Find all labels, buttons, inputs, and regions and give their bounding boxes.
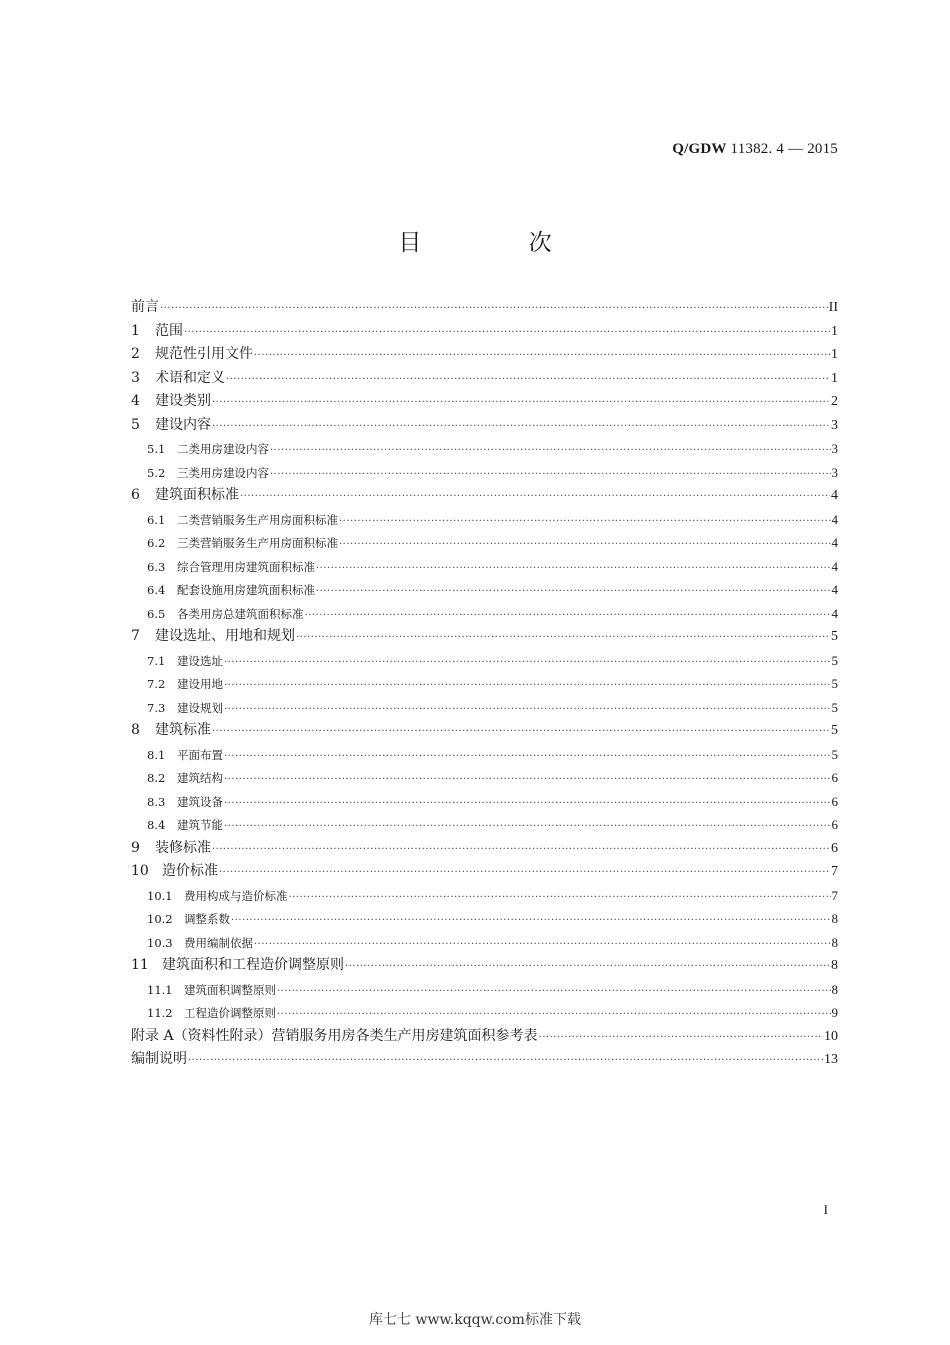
- toc-entry[interactable]: [131, 860, 838, 884]
- toc-entry-page: 5: [831, 652, 838, 668]
- toc-entry-number: 7.1: [147, 653, 166, 668]
- toc-dot-leader: [277, 1003, 831, 1027]
- toc-entry-page: 9: [831, 1005, 838, 1020]
- toc-entry[interactable]: [131, 884, 838, 908]
- toc-entry-number: 10.1: [147, 888, 173, 903]
- toc-dot-leader: [224, 792, 831, 816]
- toc-entry-label: 范围: [155, 322, 183, 339]
- toc-entry[interactable]: [131, 625, 838, 649]
- toc-entry-label: 二类用房建设内容: [177, 442, 269, 456]
- toc-entry-page: 13: [824, 1052, 838, 1067]
- toc-entry-page: 2: [831, 394, 838, 409]
- toc-entry-label: 建筑设备: [177, 794, 223, 809]
- toc-dot-leader: [224, 698, 831, 722]
- toc-entry-page: 6: [831, 793, 838, 809]
- toc-dot-leader: [188, 1049, 823, 1073]
- toc-dot-leader: [226, 368, 830, 392]
- toc-entry-label: 工程造价调整原则: [184, 1006, 276, 1020]
- toc-entry-label: 建设选址、用地和规划: [155, 628, 295, 644]
- toc-entry-number: 3: [131, 369, 140, 386]
- toc-entry-label: 建筑面积标准: [155, 487, 239, 503]
- toc-entry-number: 8.4: [147, 818, 166, 832]
- toc-dot-leader: [277, 980, 831, 1004]
- toc-entry-label: 前言: [131, 299, 159, 315]
- toc-entry-number: 11.2: [147, 1006, 173, 1020]
- toc-entry[interactable]: [131, 484, 838, 508]
- standard-code-prefix: Q/GDW: [672, 141, 727, 157]
- toc-entry-label: 二类营销服务生产用房面积标准: [177, 512, 338, 527]
- toc-entry-page: 8: [831, 981, 838, 997]
- toc-entry-label: 装修标准: [155, 839, 211, 856]
- toc-entry[interactable]: [131, 508, 838, 532]
- toc-entry-label: 建筑标准: [155, 722, 211, 738]
- toc-entry[interactable]: [131, 743, 838, 767]
- toc-entry-label: 造价标准: [162, 863, 218, 879]
- toc-entry-page: 3: [831, 464, 838, 480]
- standard-code: [672, 141, 838, 158]
- toc-entry-page: 5: [831, 699, 838, 715]
- toc-entry-number: 8.2: [147, 771, 166, 785]
- toc-entry-page: 5: [831, 676, 838, 691]
- toc-entry-page: 4: [831, 511, 838, 527]
- toc-entry-number: 11.1: [147, 982, 173, 997]
- toc-entry[interactable]: [131, 390, 838, 414]
- toc-entry-label: 建设用地: [177, 677, 223, 691]
- toc-entry[interactable]: [131, 461, 838, 485]
- toc-entry[interactable]: [131, 649, 838, 673]
- toc-entry-number: 9: [131, 839, 140, 856]
- toc-dot-leader: [254, 344, 830, 368]
- toc-dot-leader: [339, 510, 831, 534]
- toc-title: 目 次: [398, 230, 602, 256]
- toc-entry-number: 6.5: [147, 606, 166, 621]
- toc-entry-page: 5: [831, 746, 838, 762]
- toc-entry[interactable]: [131, 790, 838, 814]
- toc-entry-page: 4: [831, 535, 838, 550]
- toc-dot-leader: [270, 439, 831, 463]
- toc-entry-label: 建设规划: [177, 700, 223, 715]
- toc-entry-number: 6.3: [147, 559, 166, 574]
- toc-entry[interactable]: [131, 954, 838, 978]
- toc-entry-page: 6: [831, 840, 838, 856]
- toc-entry-number: 5.1: [147, 442, 166, 456]
- toc-entry-label: 平面布置: [177, 747, 223, 762]
- toc-entry[interactable]: [131, 931, 838, 955]
- toc-entry-label: 三类营销服务生产用房面积标准: [177, 536, 338, 550]
- toc-entry-page: 8: [831, 934, 838, 950]
- toc-entry-number: 5: [131, 416, 140, 433]
- toc-dot-leader: [240, 485, 830, 509]
- toc-entry[interactable]: [131, 813, 838, 837]
- toc-dot-leader: [224, 745, 831, 769]
- table-of-contents: [131, 296, 838, 1072]
- toc-entry-page: 7: [831, 887, 838, 903]
- toc-entry-number: 8.3: [147, 794, 166, 809]
- toc-entry[interactable]: [131, 320, 838, 344]
- toc-entry-page: 3: [831, 417, 838, 433]
- toc-entry-number: 7: [131, 628, 140, 644]
- toc-entry-number: 6.1: [147, 512, 166, 527]
- toc-entry[interactable]: [131, 414, 838, 438]
- toc-entry-number: 8.1: [147, 747, 166, 762]
- toc-dot-leader: [184, 321, 830, 345]
- toc-entry-page: II: [828, 300, 838, 315]
- toc-entry-page: 3: [831, 441, 838, 456]
- toc-entry-page: 6: [831, 817, 838, 832]
- toc-entry-label: 建设类别: [155, 393, 211, 409]
- toc-entry-number: 8: [131, 722, 140, 738]
- toc-dot-leader: [339, 533, 831, 557]
- toc-entry-page: 4: [831, 605, 838, 621]
- toc-entry-page: 1: [831, 323, 838, 339]
- toc-dot-leader: [305, 604, 831, 628]
- toc-entry-label: 三类用房建设内容: [177, 465, 269, 480]
- toc-entry-page: 10: [824, 1028, 838, 1044]
- toc-entry-page: 5: [831, 629, 838, 644]
- toc-entry[interactable]: [131, 1025, 838, 1049]
- toc-entry-label: 调整系数: [184, 912, 230, 926]
- toc-entry-label: 建设内容: [155, 416, 211, 433]
- toc-dot-leader: [212, 838, 830, 862]
- toc-entry[interactable]: [131, 766, 838, 790]
- toc-dot-leader: [212, 720, 830, 744]
- toc-entry-number: 7.2: [147, 677, 166, 691]
- toc-entry-label: 术语和定义: [155, 369, 225, 386]
- toc-entry[interactable]: [131, 907, 838, 931]
- toc-entry-page: 8: [831, 958, 838, 973]
- toc-entry-page: 5: [831, 723, 838, 738]
- toc-entry-label: 建筑面积和工程造价调整原则: [162, 957, 344, 973]
- toc-dot-leader: [296, 626, 830, 650]
- toc-entry-number: 11: [131, 957, 149, 973]
- toc-entry-label: 费用编制依据: [184, 935, 253, 950]
- toc-dot-leader: [224, 815, 831, 839]
- toc-dot-leader: [212, 415, 830, 439]
- toc-entry[interactable]: [131, 531, 838, 555]
- toc-entry-label: 费用构成与造价标准: [184, 888, 288, 903]
- toc-dot-leader: [219, 861, 830, 885]
- toc-entry-number: 6.2: [147, 536, 166, 550]
- toc-entry[interactable]: [131, 437, 838, 461]
- toc-entry-label: 综合管理用房建筑面积标准: [177, 559, 315, 574]
- toc-entry-page: 8: [831, 911, 838, 926]
- toc-entry-label: 配套设施用房建筑面积标准: [177, 583, 315, 597]
- toc-entry-page: 4: [831, 582, 838, 597]
- toc-entry-label: 编制说明: [131, 1051, 187, 1067]
- toc-dot-leader: [224, 651, 831, 675]
- toc-entry[interactable]: [131, 555, 838, 579]
- toc-entry-number: 6.4: [147, 583, 166, 597]
- toc-dot-leader: [254, 933, 831, 957]
- toc-dot-leader: [316, 557, 831, 581]
- toc-entry-number: 7.3: [147, 700, 166, 715]
- toc-entry-number: 1: [131, 322, 140, 339]
- toc-dot-leader: [345, 955, 830, 979]
- toc-entry[interactable]: [131, 343, 838, 367]
- toc-entry-number: 10.2: [147, 912, 173, 926]
- toc-dot-leader: [212, 391, 830, 415]
- page-number: I: [823, 1202, 828, 1217]
- toc-entry-number: 2: [131, 346, 140, 362]
- toc-dot-leader: [316, 580, 831, 604]
- toc-dot-leader: [289, 886, 831, 910]
- toc-entry-label: 建筑结构: [177, 771, 223, 785]
- toc-entry[interactable]: [131, 1001, 838, 1025]
- toc-entry[interactable]: [131, 296, 838, 320]
- footer-watermark: 库七七 www.kqqw.com标准下载: [369, 1312, 581, 1328]
- toc-entry-page: 4: [831, 488, 838, 503]
- toc-entry-page: 4: [831, 558, 838, 574]
- toc-dot-leader: [224, 768, 831, 792]
- toc-entry-label: 各类用房总建筑面积标准: [177, 606, 304, 621]
- toc-entry[interactable]: [131, 719, 838, 743]
- toc-entry-page: 1: [831, 347, 838, 362]
- toc-entry-number: 6: [131, 487, 140, 503]
- toc-dot-leader: [224, 674, 831, 698]
- toc-entry-number: 10.3: [147, 935, 173, 950]
- toc-entry[interactable]: [131, 837, 838, 861]
- toc-dot-leader: [231, 909, 831, 933]
- toc-entry-label: 规范性引用文件: [155, 346, 253, 362]
- toc-entry[interactable]: [131, 602, 838, 626]
- toc-entry-label: 建筑节能: [177, 818, 223, 832]
- toc-entry[interactable]: [131, 672, 838, 696]
- toc-entry-label: 建设选址: [177, 653, 223, 668]
- toc-entry-number: 10: [131, 863, 149, 879]
- toc-entry[interactable]: [131, 1048, 838, 1072]
- toc-entry[interactable]: [131, 978, 838, 1002]
- toc-entry[interactable]: [131, 367, 838, 391]
- toc-entry-number: 5.2: [147, 465, 166, 480]
- toc-dot-leader: [539, 1026, 823, 1050]
- toc-entry-page: 1: [831, 370, 838, 386]
- toc-entry-number: 4: [131, 393, 140, 409]
- standard-code-number: 11382. 4 — 2015: [730, 141, 838, 157]
- toc-entry[interactable]: [131, 696, 838, 720]
- toc-entry[interactable]: [131, 578, 838, 602]
- toc-entry-page: 6: [831, 770, 838, 785]
- toc-dot-leader: [270, 463, 831, 487]
- toc-entry-page: 7: [831, 864, 838, 879]
- toc-entry-label: 附录 A（资料性附录）营销服务用房各类生产用房建筑面积参考表: [131, 1027, 538, 1044]
- toc-dot-leader: [160, 297, 828, 321]
- toc-entry-label: 建筑面积调整原则: [184, 982, 276, 997]
